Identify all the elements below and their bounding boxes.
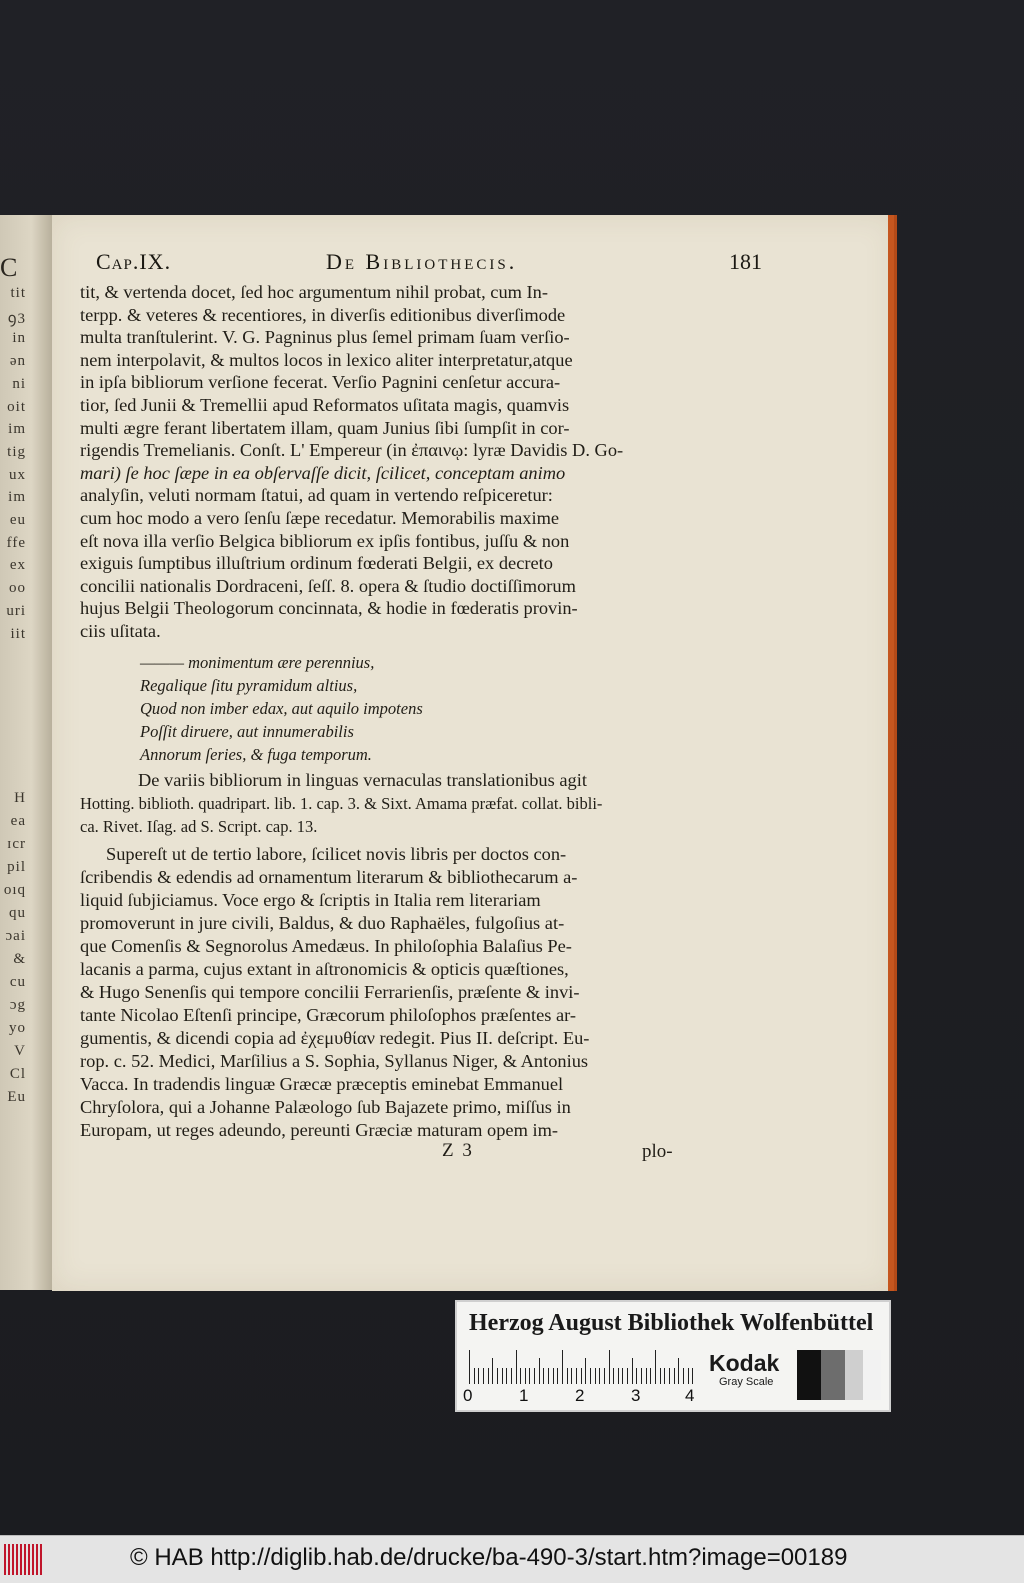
ruler-tick — [543, 1368, 544, 1384]
ruler-tick — [646, 1368, 647, 1384]
ruler-tick — [585, 1358, 586, 1384]
ruler-tick — [553, 1368, 554, 1384]
ruler-number: 2 — [575, 1386, 585, 1405]
text-line: gumentis, & dicendi copia ad ἐχεμυθίαν redegit. Pius II. deſcript. Eu- — [80, 1028, 590, 1048]
previous-page-fragment: ea — [10, 813, 26, 829]
ruler-tick — [613, 1368, 614, 1384]
paragraph-2 — [80, 769, 710, 838]
ruler-tick — [497, 1368, 498, 1384]
copyright-url[interactable]: © HAB http://diglib.hab.de/drucke/ba-490-3/start.htm?image=00189 — [130, 1544, 848, 1571]
previous-page-fragment: tig — [7, 443, 26, 460]
color-target-card — [455, 1300, 891, 1412]
text-line: & Hugo Senenſis qui tempore concilii Ferrarienſis, præſente & invi- — [80, 982, 580, 1002]
ruler-number: 0 — [463, 1386, 473, 1405]
previous-page-fragment: im — [8, 421, 26, 438]
previous-page-fragment: in — [12, 330, 26, 347]
ruler-tick — [595, 1368, 596, 1384]
ruler-tick — [488, 1368, 489, 1384]
library-name: Herzog August Bibliothek Wolfenbüttel — [469, 1310, 874, 1336]
text-line: ca. Rivet. Iſag. ad S. Script. cap. 13. — [80, 817, 318, 836]
ruler-tick — [660, 1368, 661, 1384]
ruler-tick — [548, 1368, 549, 1384]
ruler-tick — [478, 1368, 479, 1384]
gray-swatch-black — [797, 1350, 821, 1400]
previous-page-fragment: ffe — [6, 534, 26, 551]
gray-swatch-white — [863, 1350, 881, 1400]
ruler-tick — [502, 1368, 503, 1384]
previous-page-fragment: oıq — [3, 882, 26, 898]
text-line: multi ægre ferant libertatem illam, quam Junius ſibi ſumpſit in cor- — [80, 417, 570, 438]
ruler-tick — [483, 1368, 484, 1384]
ruler-number: 4 — [685, 1386, 695, 1405]
previous-page-fragment: H — [14, 790, 26, 806]
ruler-tick — [688, 1368, 689, 1384]
text-line: lacanis a parma, cujus extant in aſtronomicis & opticis quæſtiones, — [80, 959, 569, 979]
ruler-tick — [525, 1368, 526, 1384]
ruler-tick — [632, 1358, 633, 1384]
ruler-tick — [576, 1368, 577, 1384]
ruler-tick — [692, 1368, 693, 1384]
ruler-tick — [567, 1368, 568, 1384]
ruler-tick — [655, 1350, 656, 1384]
text-line: tior, ſed Junii & Tremellii apud Reformatos uſitata magis, quamvis — [80, 394, 570, 415]
text-line: ciis uſitata. — [80, 620, 161, 641]
hab-logo-icon — [4, 1544, 44, 1575]
text-line: rigendis Tremelianis. Conſt. L' Empereur (in ἐπαινῳ: lyræ Davidis D. Go- — [80, 440, 624, 461]
verse-quotation — [140, 651, 680, 766]
paragraph-3 — [80, 843, 710, 1142]
paragraph-1 — [80, 281, 710, 643]
verse-line: Poſſit diruere, aut innumerabilis — [140, 722, 354, 741]
ruler-numbers — [463, 1386, 703, 1406]
logo-stripe — [32, 1544, 34, 1575]
logo-stripe — [36, 1544, 38, 1575]
kodak-logo: Kodak — [709, 1350, 780, 1376]
previous-page-fragment: Eu — [7, 1089, 26, 1105]
ruler-tick — [571, 1368, 572, 1384]
ruler-tick — [604, 1368, 605, 1384]
logo-stripe — [28, 1544, 30, 1575]
previous-page-fragment: pil — [7, 859, 26, 875]
text-line: exiguis ſumptibus illuſtrium ordinum fœderati Belgii, ex decreto — [80, 553, 553, 574]
text-line: ſcribendis & edendis ad ornamentum literarum & bibliothecarum a- — [80, 867, 578, 887]
ruler-tick — [511, 1368, 512, 1384]
running-title: De Bibliothecis. — [326, 249, 518, 274]
ruler-tick — [516, 1350, 517, 1384]
text-line: promoverunt in jure civili, Baldus, & duo Raphaëles, fulgoſius at- — [80, 913, 565, 933]
ruler-tick — [562, 1350, 563, 1384]
logo-stripe — [4, 1544, 6, 1575]
ruler-tick — [669, 1368, 670, 1384]
logo-stripe — [8, 1544, 10, 1575]
logo-stripe — [40, 1544, 42, 1575]
text-line: in ipſa bibliorum verſione fecerat. Verſio Pagnini cenſetur accura- — [80, 372, 561, 393]
logo-stripe — [20, 1544, 22, 1575]
ruler-tick — [664, 1368, 665, 1384]
signature-mark: Z 3 — [442, 1140, 474, 1161]
ruler-tick — [557, 1368, 558, 1384]
previous-page-edge — [0, 215, 52, 1290]
previous-page-fragment: uri — [6, 602, 26, 619]
text-line: Hotting. biblioth. quadripart. lib. 1. cap. 3. & Sixt. Amama præfat. collat. bibli- — [80, 794, 603, 813]
measurement-ruler — [469, 1350, 694, 1384]
text-line: liquid ſubjiciamus. Voce ergo & ſcriptis in Italia rem literariam — [80, 890, 541, 910]
ruler-tick — [636, 1368, 637, 1384]
footer-bar — [0, 1535, 1024, 1583]
ruler-tick — [474, 1368, 475, 1384]
previous-page-fragment: im — [8, 489, 26, 506]
text-line: concilii nationalis Dordraceni, ſeſſ. 8. opera & ſtudio doctiſſimorum — [80, 575, 576, 596]
text-line: Europam, ut reges adeundo, pereunti Græciæ maturam opem im- — [80, 1120, 559, 1140]
ruler-tick — [683, 1368, 684, 1384]
gray-swatch-mid — [821, 1350, 845, 1400]
ruler-tick — [529, 1368, 530, 1384]
previous-page-drop-letter: C — [0, 253, 18, 282]
text-line: De variis bibliorum in linguas vernaculas translationibus agit — [138, 770, 587, 790]
ruler-tick — [627, 1368, 628, 1384]
text-line: tit, & vertenda docet, ſed hoc argumentum nihil probat, cum In- — [80, 282, 548, 302]
page-number: 181 — [729, 249, 762, 274]
ruler-number: 1 — [519, 1386, 529, 1405]
ruler-tick — [622, 1368, 623, 1384]
ruler-tick — [520, 1368, 521, 1384]
verse-line: Regalique ſitu pyramidum altius, — [140, 676, 358, 695]
text-line: terpp. & veteres & recentiores, in diverſis editionibus diverſimode — [80, 304, 566, 325]
previous-page-fragment: iit — [10, 625, 26, 642]
previous-page-fragment: eu — [9, 512, 26, 528]
text-line: Supereſt ut de tertio labore, ſcilicet novis libris per doctos con- — [106, 844, 567, 864]
text-line: analyſin, veluti normam ſtatui, ad quam in vertendo reſpiceretur: — [80, 485, 553, 506]
text-line: hujus Belgii Theologorum concinnata, & hodie in fœderatis provin- — [80, 598, 578, 619]
ruler-tick — [590, 1368, 591, 1384]
ruler-tick — [469, 1350, 470, 1384]
text-line: cum hoc modo a vero ſenſu ſæpe recedatur. Memorabilis maxime — [80, 507, 560, 528]
verse-line: Annorum ſeries, & fuga temporum. — [140, 745, 372, 764]
previous-page-fragment: ex — [9, 557, 26, 574]
text-line: eſt nova illa verſio Belgica bibliorum ex ipſis fontibus, juſſu & non — [80, 530, 570, 551]
previous-page-fragment: V — [14, 1043, 26, 1059]
previous-page-fragment: qu — [9, 905, 26, 921]
text-line: tante Nicolao Eſtenſi principe, Græcorum philoſophos præſentes ar- — [80, 1005, 577, 1025]
verse-line: ——— monimentum ære perennius, — [140, 653, 375, 672]
text-line: nem interpolavit, & multos locos in lexico aliter interpretatur,atque — [80, 349, 573, 370]
ruler-tick — [609, 1350, 610, 1384]
gray-scale-label: Gray Scale — [719, 1376, 774, 1388]
chapter-label: Cap.IX. — [96, 249, 172, 274]
ruler-tick — [674, 1368, 675, 1384]
text-line: Chryſolora, qui a Johanne Palæologo ſub Bajazete primo, miſſus in — [80, 1097, 571, 1117]
ruler-tick — [506, 1368, 507, 1384]
ruler-tick — [534, 1368, 535, 1384]
ruler-number: 3 — [631, 1386, 641, 1405]
previous-page-fragment: & — [13, 951, 26, 967]
previous-page-fragment: ꝯ3 — [7, 310, 26, 327]
previous-page-fragment: ɔai — [5, 928, 26, 944]
logo-stripe — [12, 1544, 14, 1575]
text-line: multa tranſtulerint. V. G. Pagninus plus ſemel primam ſuam verſio- — [80, 327, 570, 348]
ruler-tick — [650, 1368, 651, 1384]
running-head — [96, 249, 766, 279]
ruler-tick — [539, 1358, 540, 1384]
logo-stripe — [16, 1544, 18, 1575]
text-line: que Comenſis & Segnorolus Amedæus. In philoſophia Balaſius Pe- — [80, 936, 572, 956]
ruler-tick — [618, 1368, 619, 1384]
text-line: Vacca. In tradendis linguæ Græcæ præceptis eminebat Emmanuel — [80, 1074, 564, 1094]
text-line: mari) ſe hoc ſæpe in ea obſervaſſe dicit, ſcilicet, conceptam animo — [80, 462, 566, 483]
verse-line: Quod non imber edax, aut aquilo impotens — [140, 699, 423, 718]
text-line: rop. c. 52. Medici, Marſilius a S. Sophia, Syllanus Niger, & Antonius — [80, 1051, 589, 1071]
logo-stripe — [24, 1544, 26, 1575]
ruler-tick — [581, 1368, 582, 1384]
previous-page-fragment: Cl — [9, 1066, 26, 1082]
previous-page-fragment: ən — [9, 353, 26, 370]
previous-page-fragment: ɪcr — [7, 836, 26, 852]
ruler-tick — [641, 1368, 642, 1384]
ruler-tick — [599, 1368, 600, 1384]
previous-page-fragment: oo — [9, 580, 26, 597]
previous-page-fragment: oit — [7, 398, 26, 415]
previous-page-fragment: ni — [12, 375, 26, 392]
ruler-tick — [492, 1358, 493, 1384]
previous-page-fragment: ux — [9, 466, 26, 483]
catchword: plo- — [642, 1141, 673, 1162]
book-page — [52, 215, 897, 1291]
previous-page-fragment: yo — [9, 1020, 26, 1036]
previous-page-fragment: ɔg — [9, 997, 26, 1013]
previous-page-fragment: cu — [9, 974, 26, 990]
gray-swatch-light — [845, 1350, 863, 1400]
ruler-tick — [678, 1358, 679, 1384]
previous-page-fragment: tit — [10, 285, 26, 301]
